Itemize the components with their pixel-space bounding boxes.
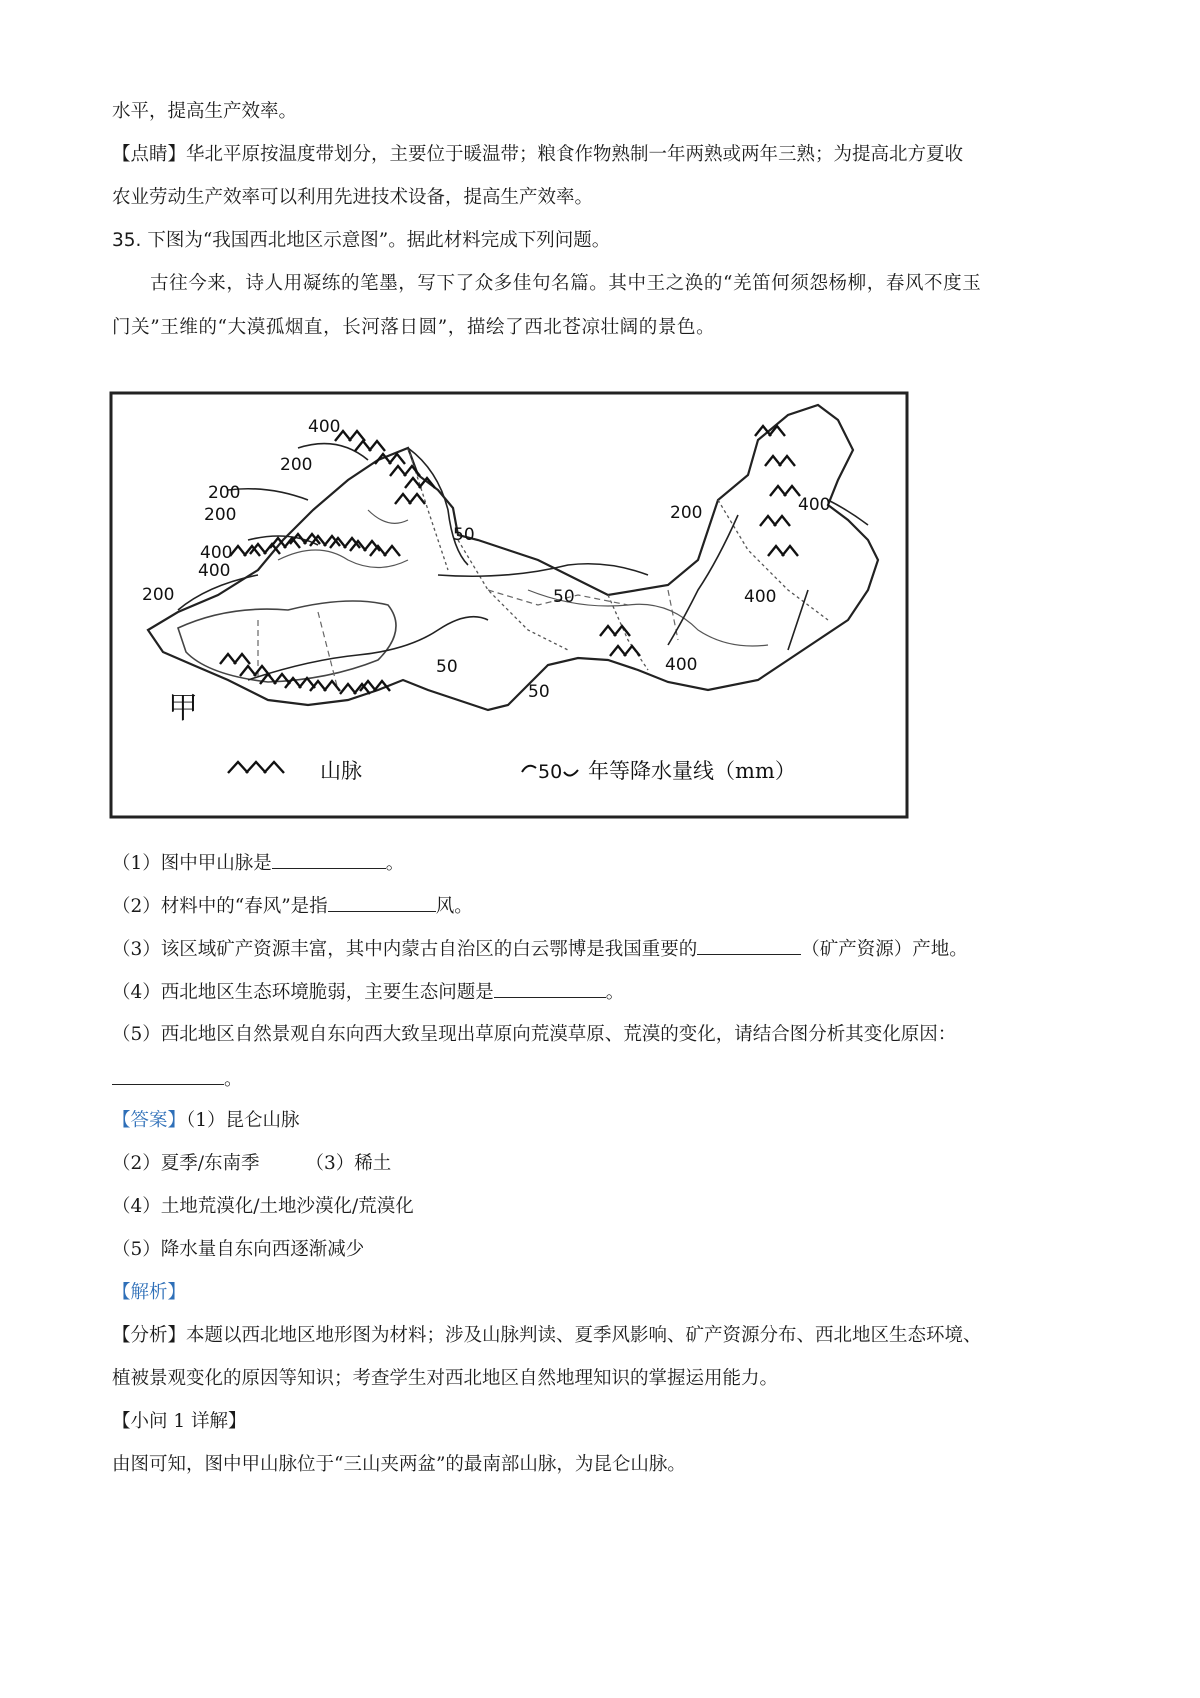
- subquestion-3: （3）该区域矿产资源丰富，其中内蒙古自治区的白云鄂博是我国重要的 （矿产资源）产地。: [112, 936, 968, 962]
- contour-label: 50: [553, 587, 575, 607]
- answer-line: 【答案】（1）昆仑山脉: [112, 1110, 300, 1131]
- sub1-tag: 【小问 1 详解】: [112, 1411, 247, 1432]
- passage-line: 古往今来，诗人用凝练的笔墨，写下了众多佳句名篇。其中王之涣的“羌笛何须怨杨柳，春风不度玉: [150, 273, 982, 294]
- text-line: 水平，提高生产效率。: [112, 101, 298, 122]
- subquestion-4: （4）西北地区生态环境脆弱，主要生态问题是 。: [112, 979, 624, 1005]
- answer-blank[interactable]: [112, 1066, 224, 1085]
- sub1-text: 由图可知，图中甲山脉位于“三山夹两盆”的最南部山脉，为昆仑山脉。: [112, 1454, 686, 1475]
- text-line: 农业劳动生产效率可以利用先进技术设备，提高生产效率。: [112, 187, 594, 208]
- answer-blank[interactable]: [328, 893, 436, 912]
- answer-blank[interactable]: [272, 850, 386, 869]
- fenxi-tag: 【分析】: [112, 1325, 187, 1346]
- answer-blank[interactable]: [697, 936, 801, 955]
- passage-line: 门关”王维的“大漠孤烟直，长河落日圆”，描绘了西北苍凉壮阔的景色。: [112, 317, 716, 338]
- analysis-paragraph: 【分析】本题以西北地区地形图为材料；涉及山脉判读、夏季风影响、矿产资源分布、西北地区生态环境、: [112, 1325, 982, 1346]
- contour-label: 400: [198, 561, 231, 581]
- contour-label: 200: [142, 585, 175, 605]
- question-stem: 35. 下图为“我国西北地区示意图”。据此材料完成下列问题。: [112, 230, 611, 251]
- legend-isoline-label: 年等降水量线（mm）: [588, 759, 796, 783]
- map-svg: [108, 390, 910, 820]
- northwest-china-map: [108, 390, 910, 820]
- answer-line: （2）夏季/东南季 （3）稀土: [112, 1153, 392, 1174]
- tip-paragraph: 【点睛】华北平原按温度带划分，主要位于暖温带；粮食作物熟制一年两熟或两年三熟；为提高北方夏收: [112, 144, 964, 165]
- contour-label: 400: [665, 655, 698, 675]
- question-number: 35.: [112, 230, 142, 251]
- contour-label: 50: [436, 657, 458, 677]
- contour-label: 200: [280, 455, 313, 475]
- legend-isoline-value: 50: [538, 761, 563, 783]
- tip-tag: 【点睛】: [112, 144, 187, 165]
- analysis-tag: 【解析】: [112, 1282, 187, 1303]
- answer-line: （5）降水量自东向西逐渐减少: [112, 1239, 365, 1260]
- contour-label: 200: [204, 505, 237, 525]
- contour-label: 400: [744, 587, 777, 607]
- answer-line: （4）土地荒漠化/土地沙漠化/荒漠化: [112, 1196, 414, 1217]
- subquestion-5: （5）西北地区自然景观自东向西大致呈现出草原向荒漠草原、荒漠的变化，请结合图分析其变化原因：: [112, 1024, 957, 1045]
- answer-blank[interactable]: [494, 979, 606, 998]
- contour-label: 200: [208, 483, 241, 503]
- subquestion-1: （1）图中甲山脉是 。: [112, 850, 404, 876]
- legend-mountain-label: 山脉: [320, 759, 362, 783]
- contour-label: 400: [798, 495, 831, 515]
- analysis-paragraph: 植被景观变化的原因等知识；考查学生对西北地区自然地理知识的掌握运用能力。: [112, 1368, 779, 1389]
- contour-label: 400: [200, 543, 233, 563]
- subquestion-5-blank-line: 。: [112, 1066, 243, 1092]
- contour-label: 50: [528, 682, 550, 702]
- contour-label: 50: [453, 525, 475, 545]
- jia-label: 甲: [168, 691, 198, 726]
- contour-label: 200: [670, 503, 703, 523]
- answer-tag: 【答案】: [112, 1110, 187, 1131]
- contour-label: 400: [308, 417, 341, 437]
- subquestion-2: （2）材料中的“春风”是指 风。: [112, 893, 473, 919]
